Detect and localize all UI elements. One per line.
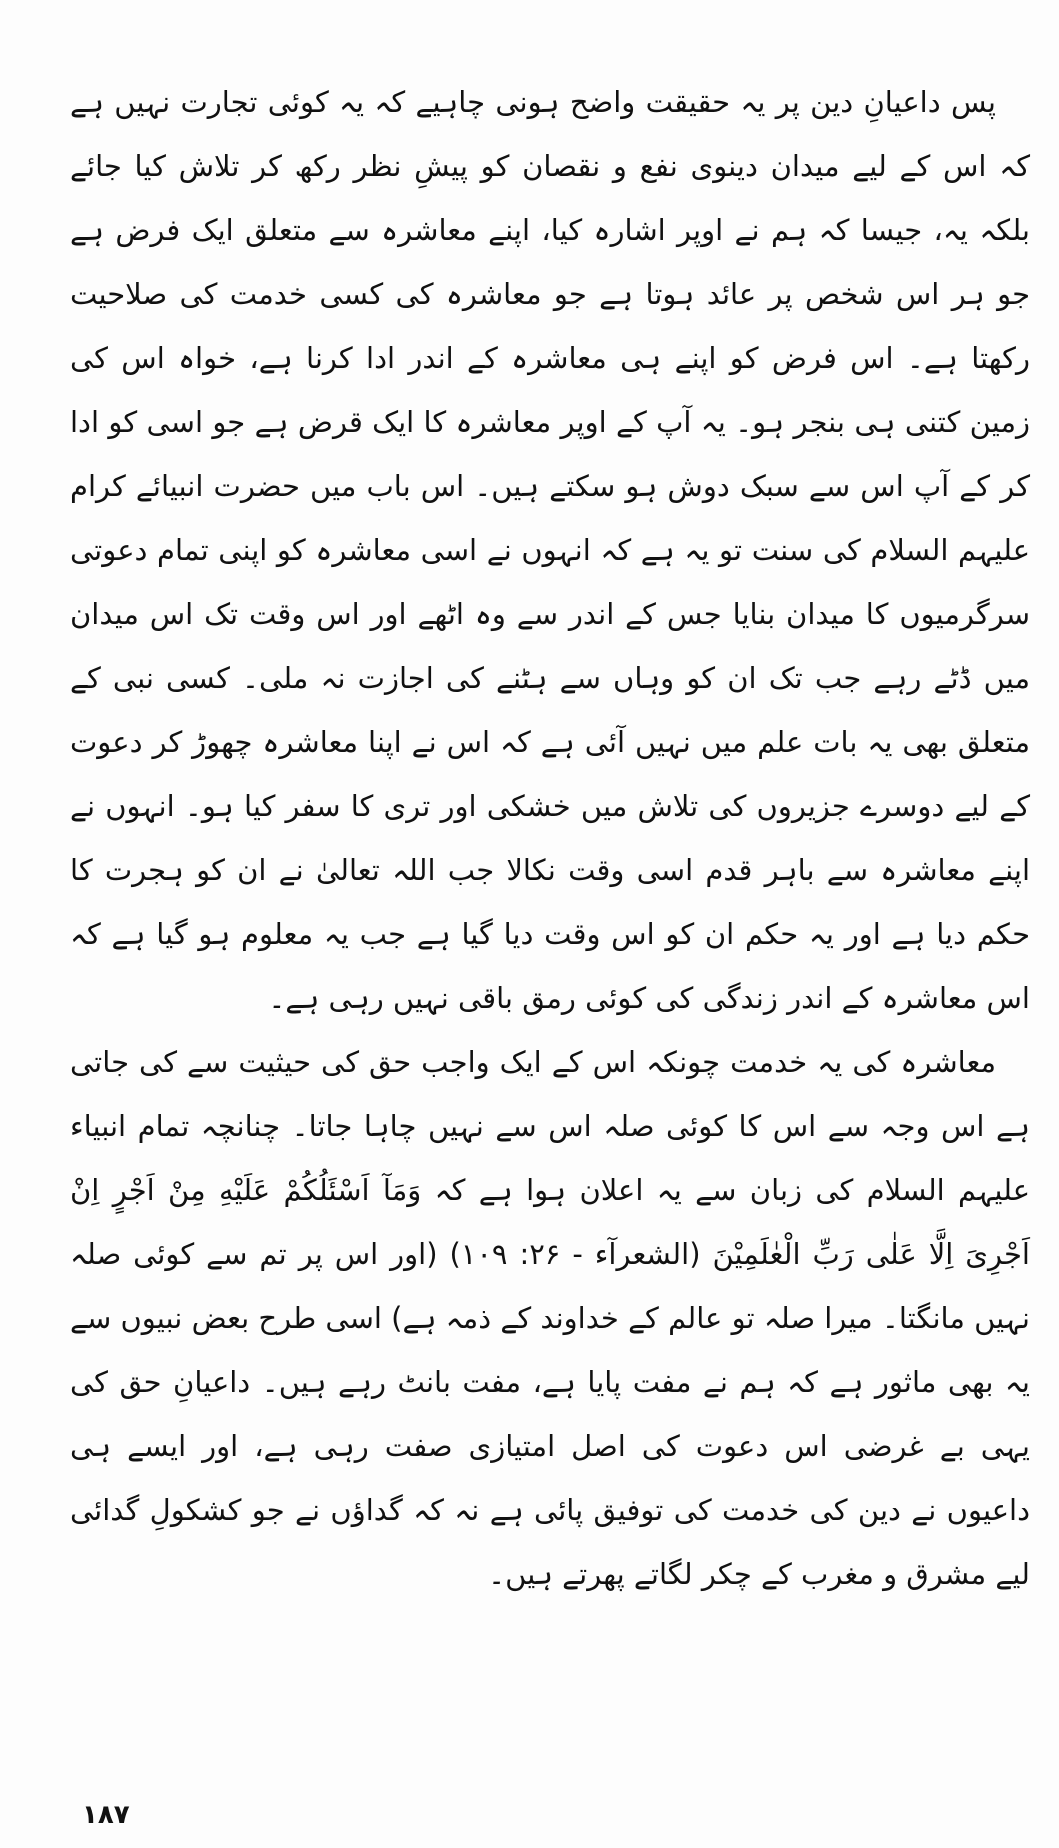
body-text bbox=[70, 70, 1030, 1606]
page-number: ۱۸۷ bbox=[82, 1800, 130, 1830]
paragraph-1: پس داعیانِ دین پر یہ حقیقت واضح ہونی چاہیے کہ یہ کوئی تجارت نہیں ہے کہ اس کے لیے میدان دینوی نفع و نقصان کو پیشِ نظر رکھ کر تلاش کیا جائے بلکہ یہ، جیسا کہ ہم نے اوپر اشارہ کیا، اپنے معاشرہ سے متعلق ایک فرض ہے جو ہر اس شخص پر عائد ہوتا ہے جو معاشرہ کی کسی خدمت کی صلاحیت رکھتا ہے۔ اس فرض کو اپنے ہی معاشرہ کے اندر ادا کرنا ہے، خواہ اس کی زمین کتنی ہی بنجر ہو۔ یہ آپ کے اوپر معاشرہ کا ایک قرض ہے جو اسی کو ادا کر کے آپ اس سے سبک دوش ہو سکتے ہیں۔ اس باب میں حضرت انبیائے کرام علیہم السلام کی سنت تو یہ ہے کہ انہوں نے اسی معاشرہ کو اپنی تمام دعوتی سرگرمیوں کا میدان بنایا جس کے اندر سے وہ اٹھے اور اس وقت تک اس میدان میں ڈٹے رہے جب تک ان کو وہاں سے ہٹنے کی اجازت نہ ملی۔ کسی نبی کے متعلق بھی یہ بات علم میں نہیں آئی ہے کہ اس نے اپنا معاشرہ چھوڑ کر دعوت کے لیے دوسرے جزیروں کی تلاش میں خشکی اور تری کا سفر کیا ہو۔ انہوں نے اپنے معاشرہ سے باہر قدم اسی وقت نکالا جب اللہ تعالیٰ نے ان کو ہجرت کا حکم دیا ہے اور یہ حکم ان کو اس وقت دیا گیا ہے جب یہ معلوم ہو گیا ہے کہ اس معاشرہ کے اندر زندگی کی کوئی رمق باقی نہیں رہی ہے۔ bbox=[70, 85, 1030, 1015]
paragraph-2: معاشرہ کی یہ خدمت چونکہ اس کے ایک واجب حق کی حیثیت سے کی جاتی ہے اس وجہ سے اس کا کوئی صلہ اس سے نہیں چاہا جاتا۔ چنانچہ تمام انبیاء علیہم السلام کی زبان سے یہ اعلان ہوا ہے کہ وَمَآ اَسْئَلُكُمْ عَلَيْهِ مِنْ اَجْرٍ اِنْ اَجْرِیَ اِلَّا عَلٰی رَبِّ الْعٰلَمِيْنَ (الشعرآء - ۲۶: ۱۰۹) (اور اس پر تم سے کوئی صلہ نہیں مانگتا۔ میرا صلہ تو عالم کے خداوند کے ذمہ ہے) اسی طرح بعض نبیوں سے یہ بھی ماثور ہے کہ ہم نے مفت پایا ہے، مفت بانٹ رہے ہیں۔ داعیانِ حق کی یہی بے غرضی اس دعوت کی اصل امتیازی صفت رہی ہے، اور ایسے ہی داعیوں نے دین کی خدمت کی توفیق پائی ہے نہ کہ گداؤں نے جو کشکولِ گدائی لیے مشرق و مغرب کے چکر لگاتے پھرتے ہیں۔ bbox=[70, 1045, 1030, 1591]
